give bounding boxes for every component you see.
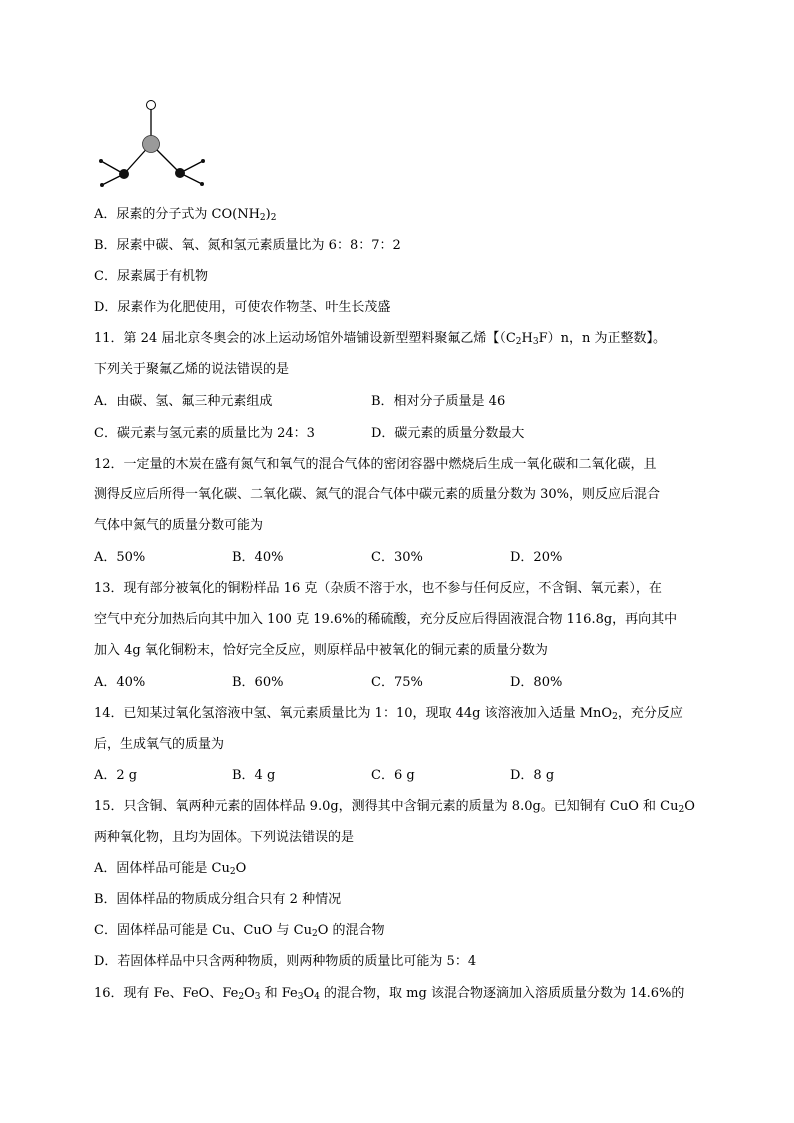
q11-option-b: B．相对分子质量是 46 [371, 394, 506, 409]
q13-stem-line1: 13．现有部分被氧化的铜粉样品 16 克（杂质不溶于水，也不参与任何反应，不含铜、氧元素），在 [94, 581, 662, 596]
q10-option-c: C．尿素属于有机物 [94, 269, 208, 284]
q15-stem-line2: 两种氧化物，且均为固体。下列说法错误的是 [94, 830, 355, 845]
q10-option-a: A．尿素的分子式为 $CO(NH_2)_2$ [94, 207, 277, 223]
q12-option-c: C．30% [371, 550, 423, 565]
q15-option-b: B．固体样品的物质成分组合只有 2 种情况 [94, 892, 342, 907]
q13-option-a: A．40% [94, 675, 146, 690]
q16-stem-line1: 16．现有 Fe、FeO、$Fe_2O_3$ 和 $Fe_3O_4$ 的混合物，取 mg 该混合物逐滴加入溶质质量分数为 14.6%的 [94, 986, 685, 1002]
q13-stem-line3: 加入 4g 氧化铜粉末，恰好完全反应，则原样品中被氧化的铜元素的质量分数为 [94, 643, 548, 658]
hydrogen-atom [99, 159, 103, 163]
q14-option-b: B．4 g [232, 768, 276, 783]
q12-stem-line2: 测得反应后所得一氧化碳、二氧化碳、氮气的混合气体中碳元素的质量分数为 30%，则反应后混合 [94, 487, 661, 502]
q13-stem-line2: 空气中充分加热后向其中加入 100 克 19.6%的稀硫酸，充分反应后得固液混合物 116.8g，再向其中 [94, 612, 678, 627]
q11-option-a: A．由碳、氢、氟三种元素组成 [94, 394, 273, 409]
q10-option-b: B．尿素中碳、氧、氮和氢元素质量比为 6：8：7：2 [94, 238, 401, 253]
hydrogen-atom [201, 159, 205, 163]
carbon-atom [143, 136, 160, 153]
q11-option-d: D．碳元素的质量分数最大 [371, 426, 525, 441]
q14-option-d: D．8 g [510, 768, 555, 783]
q14-stem-line2: 后，生成氧气的质量为 [94, 737, 225, 752]
oxygen-atom [147, 101, 156, 110]
q12-option-d: D．20% [510, 550, 563, 565]
nitrogen-atom [119, 169, 129, 179]
q11-option-c: C．碳元素与氢元素的质量比为 24：3 [94, 426, 315, 441]
q15-option-c: C．固体样品可能是 Cu、CuO 与 $Cu_2O$ 的混合物 [94, 923, 385, 939]
q14-option-a: A．2 g [94, 768, 138, 783]
q12-stem-line1: 12．一定量的木炭在盛有氮气和氧气的混合气体的密闭容器中燃烧后生成一氧化碳和二氧化碳，且 [94, 457, 657, 472]
q11-stem-line1: 11．第 24 届北京冬奥会的冰上运动场馆外墙铺设新型塑料聚氟乙烯【$(C_2H_3F)n$，n 为正整数】。 [94, 331, 667, 347]
hydrogen-atom [200, 182, 204, 186]
q12-stem-line3: 气体中氮气的质量分数可能为 [94, 518, 264, 533]
q14-stem-line1: 14．已知某过氧化氢溶液中氢、氧元素质量比为 1：10，现取 44g 该溶液加入适量 MnO$_2$，充分反应 [94, 706, 683, 722]
hydrogen-atom [100, 183, 104, 187]
q14-option-c: C．6 g [371, 768, 415, 783]
q15-stem-line1: 15．只含铜、氧两种元素的固体样品 9.0g，测得其中含铜元素的质量为 8.0g。已知铜有 CuO 和 $Cu_2O$ [94, 799, 695, 815]
q12-option-a: A．50% [94, 550, 146, 565]
q13-option-b: B．60% [232, 675, 284, 690]
q11-stem-line2: 下列关于聚氟乙烯的说法错误的是 [94, 362, 290, 377]
q12-option-b: B．40% [232, 550, 284, 565]
q15-option-a: A．固体样品可能是 $Cu_2O$ [94, 861, 247, 877]
q10-option-d: D．尿素作为化肥使用，可使农作物茎、叶生长茂盛 [94, 300, 391, 315]
q15-option-d: D．若固体样品中只含两种物质，则两种物质的质量比可能为 5：4 [94, 954, 477, 969]
q13-option-c: C．75% [371, 675, 423, 690]
urea-molecule-figure [94, 98, 214, 193]
q13-option-d: D．80% [510, 675, 563, 690]
nitrogen-atom [175, 168, 185, 178]
